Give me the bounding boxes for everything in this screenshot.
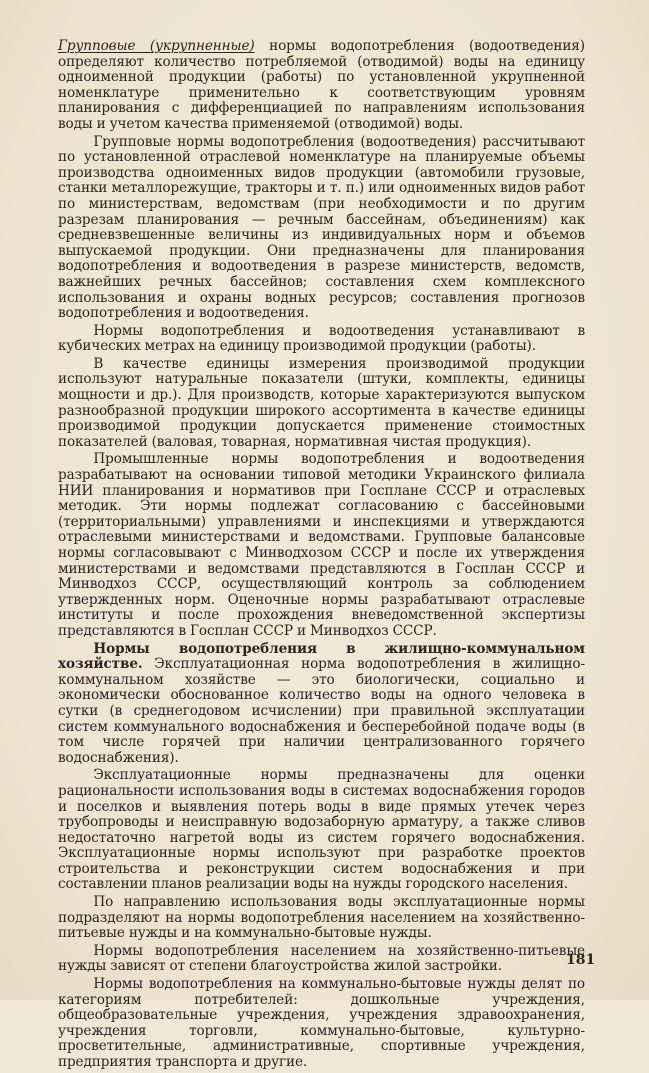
term-group-norms: Групповые (укрупненные): [58, 38, 255, 54]
paragraph-operational-norms: [58, 768, 585, 893]
paragraph-text: нормы водопотребления (водоотведения) определяют количество потребляемой (отводимой) воды на единицу одноименной продукции (работы) по установленной укрупненной номенклатуре применительно к соответствующим уровням планирования с дифференциацией по направлениям использования воды и учетом качества применяемой (отводимой) воды.: [58, 38, 585, 132]
paragraph-group-norms-calculation: [58, 135, 585, 322]
paragraph-norm-division: [58, 895, 585, 942]
paragraph-text: Нормы водопотребления населением на хозяйственно-питьевые нужды зависят от степени благоустройства жилой застройки.: [58, 942, 585, 975]
paragraph-drinking-needs: [58, 944, 585, 975]
paragraph-text: По направлению использования воды эксплуатационные нормы подразделяют на нормы водопотребления населением на хозяйственно-питьевые нужды и на коммунально-бытовые нужды.: [58, 894, 585, 942]
paragraph-industrial-norms: [58, 452, 585, 639]
paragraph-housing-norms: [58, 642, 585, 767]
paragraph-text: Нормы водопотребления на коммунально-бытовые нужды делят по категориям потребителей: дошкольные учреждения, общеобразовательные учреждения, учреждения здравоохранения, учреждения торговли, коммунально-бытовые, культурно-просветительные, административные, спортивные учреждения, предприятия транспорта и другие.: [58, 976, 585, 1070]
paragraph-text: Промышленные нормы водопотребления и водоотведения разрабатывают на основании типовой методики Украинского филиала НИИ планирования и нормативов при Госплане СССР и отраслевых методик. Эти нормы подлежат согласованию с бассейновыми (территориальными) управлениями и инспекциями и утверждаются отраслевыми министерствами и ведомствами. Групповые балансовые нормы согласовывают с Минводхозом СССР и после их утверждения министерствами и ведомствами представляются в Госплан СССР и Минводхоз СССР, осуществляющий контроль за соблюдением утвержденных норм. Оценочные нормы разрабатывают отраслевые институты и после прохождения вневедомственной экспертизы представляются в Госплан СССР и Минводхоз СССР.: [58, 451, 585, 639]
page-number: 181: [566, 952, 596, 968]
section-heading-housing: Нормы водопотребления в жилищно-коммунальном хозяйстве.: [58, 640, 585, 673]
paragraph-text: Эксплуатационная норма водопотребления в жилищно-коммунальном хозяйстве — это биологически, социально и экономически обоснованное количество воды на одного человека в сутки (в среднегодовом исчислении) при правильной эксплуатации систем коммунального водоснабжения и бесперебойной подаче воды (в том числе горячей при наличии централизованного горячего водоснабжения).: [58, 656, 585, 766]
paragraph-consumer-categories: [58, 977, 585, 1071]
paragraph-text: Нормы водопотребления и водоотведения устанавливают в кубических метрах на единицу производимой продукции (работы).: [58, 322, 585, 355]
paragraph-group-norms-definition: [58, 39, 585, 133]
paragraph-text: Групповые нормы водопотребления (водоотведения) рассчитывают по установленной отраслевой номенклатуре на планируемые объемы производства одноименных видов продукции (автомобили грузовые, станки металлорежущие, тракторы и т. п.) или одноименных видов работ по министерствам, ведомствам (при необходимости и по другим разрезам планирования — речным бассейнам, объединениям) как средневзвешенные величины из индивидуальных норм и объемов выпускаемой продукции. Они предназначены для планирования водопотребления и водоотведения в разрезе министерств, ведомств, важнейших речных бассейнов; составления схем комплексного использования и охраны водных ресурсов; составления прогнозов водопотребления и водоотведения.: [58, 133, 585, 322]
paragraph-measurement-units: [58, 357, 585, 451]
paragraph-text: Эксплуатационные нормы предназначены для оценки рациональности использования воды в системах водоснабжения городов и поселков и выявления потерь воды в виде прямых утечек через трубопроводы и неисправную водозаборную арматуру, а также сливов недостаточно нагретой воды из систем горячего водоснабжения. Эксплуатационные нормы используют при разработке проектов строительства и реконструкции систем водоснабжения и при составлении планов реализации воды на нужды городского населения.: [58, 767, 585, 893]
paragraph-text: В качестве единицы измерения производимой продукции используют натуральные показатели (штуки, комплекты, единицы мощности и др.). Для производств, которые характеризуются выпуском разнообразной продукции широкого ассортимента в качестве единицы производимой продукции допускается применение стоимостных показателей (валовая, товарная, нормативная чистая продукция).: [58, 355, 585, 450]
text-column: [58, 39, 585, 1073]
paragraph-norm-units: [58, 324, 585, 355]
